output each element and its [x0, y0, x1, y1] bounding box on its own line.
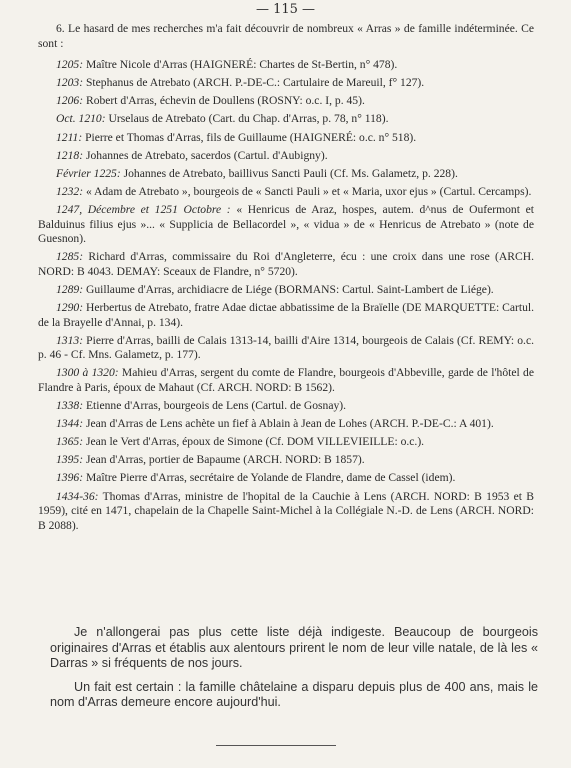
entry-text: Pierre et Thomas d'Arras, fils de Guillaume (HAIGNERÉ: o.c. n° 518).: [82, 130, 417, 144]
entry-date: 1218:: [56, 148, 84, 162]
entry-text: Herbertus de Atrebato, fratre Adae dictae abbatissime de la Braïelle (DE MARQUETTE: Cartul. de la Brayelle d'Annai, p. 134).: [38, 301, 534, 329]
entry-text: Johannes de Atrebato, sacerdos (Cartul. d'Aubigny).: [83, 148, 328, 162]
entry-text: Mahieu d'Arras, sergent du comte de Flandre, bourgeois d'Abbeville, garde de l'hôtel de Flandre à Paris, époux de Mahaut (Cf. ARCH. NORD: B 1562).: [38, 366, 534, 394]
body-paragraph: Un fait est certain : la famille châtelaine a disparu depuis plus de 400 ans, mais le nom d'Arras demeure encore aujourd'hui.: [50, 679, 538, 710]
entry-text: Etienne d'Arras, bourgeois de Lens (Cartul. de Gosnay).: [83, 399, 347, 413]
entry-text: Richard d'Arras, commissaire du Roi d'Angleterre, écu : une croix dans une rose (ARCH. NORD: B 4043. DEMAY: Sceaux de Flandre, n° 5720).: [38, 250, 534, 278]
entry-date: 1344:: [56, 417, 84, 431]
entry-item: [38, 435, 534, 450]
entry-item: [38, 203, 534, 247]
entry-item: [38, 490, 534, 534]
entry-item: [38, 301, 534, 330]
end-rule: [216, 745, 336, 746]
entry-item: [38, 131, 534, 146]
entry-item: [38, 76, 534, 91]
entry-date: 1205:: [56, 58, 84, 72]
entry-item: [38, 453, 534, 468]
entry-text: Robert d'Arras, échevin de Doullens (ROSNY: o.c. I, p. 45).: [83, 94, 365, 108]
entry-date: 1203:: [56, 76, 84, 90]
entry-text: Maître Pierre d'Arras, secrétaire de Yolande de Flandre, dame de Cassel (idem).: [83, 471, 456, 485]
body-paragraph: Je n'allongerai pas plus cette liste déjà indigeste. Beaucoup de bourgeois originaires d'Arras et établis aux alentours prirent le nom de leur ville natale, de là les « Darras » si fréquents de nos jours.: [50, 625, 538, 671]
entry-item: [38, 399, 534, 414]
entry-text: Jean le Vert d'Arras, époux de Simone (Cf. DOM VILLEVIEILLE: o.c.).: [83, 435, 425, 449]
entry-item: [38, 283, 534, 298]
entry-item: [38, 334, 534, 363]
entry-text: Jean d'Arras, portier de Bapaume (ARCH. NORD: B 1857).: [83, 453, 365, 467]
notes-intro: 6. Le hasard de mes recherches m'a fait découvrir de nombreux « Arras » de famille indéterminée. Ce sont :: [38, 22, 534, 50]
entry-date: 1289:: [56, 282, 84, 296]
entry-date: 1300 à 1320:: [56, 366, 119, 380]
entry-date: 1290:: [56, 301, 84, 314]
entry-date: 1395:: [56, 453, 84, 467]
entry-date: 1434-36:: [56, 489, 99, 503]
entry-item: [38, 167, 534, 182]
entry-item: [38, 94, 534, 109]
entry-date: 1211:: [56, 130, 83, 144]
entry-date: 1247, Décembre et 1251 Octobre :: [56, 202, 231, 216]
entry-text: Guillaume d'Arras, archidiacre de Liége (BORMANS: Cartul. Saint-Lambert de Liége).: [83, 282, 494, 296]
entry-list: [38, 58, 534, 533]
entry-text: Thomas d'Arras, ministre de l'hopital de la Cauchie à Lens (ARCH. NORD: B 1953 et B 1959), cité en 1471, chapelain de la Chapelle Saint-Michel à la Collégiale N.-D. de Lens (ARCH. NORD: B 2088).: [38, 489, 534, 532]
entry-text: Maître Nicole d'Arras (HAIGNERÉ: Chartes de St-Bertin, n° 478).: [83, 58, 398, 72]
entry-date: 1206:: [56, 94, 84, 108]
entry-date: 1396:: [56, 471, 84, 485]
entry-text: Jean d'Arras de Lens achète un fief à Ablain à Jean de Lohes (ARCH. P.-DE-C.: A 401).: [83, 417, 494, 431]
entry-date: 1285:: [56, 250, 84, 264]
main-text: [50, 625, 538, 719]
entry-item: [38, 185, 534, 200]
entry-date: Février 1225:: [56, 166, 121, 180]
entry-date: 1338:: [56, 399, 84, 413]
entry-item: [38, 58, 534, 73]
entry-item: [38, 112, 534, 127]
entry-text: Urselaus de Atrebato (Cart. du Chap. d'Arras, p. 78, n° 118).: [105, 112, 389, 126]
entry-date: 1313:: [56, 333, 84, 347]
entry-date: 1232:: [56, 184, 84, 198]
genealogy-notes: [38, 22, 534, 537]
entry-item: [38, 366, 534, 395]
entry-text: « Henricus de Araz, hospes, autem. d^nus de Oufermont et Balduinus filius ejus »... « Supplicia de Bellacordel », « vidua » de « Henricus de Atrebato » (note de Guesnon).: [38, 202, 534, 246]
entry-item: [38, 417, 534, 432]
entry-text: Johannes de Atrebato, baillivus Sancti Pauli (Cf. Ms. Galametz, p. 228).: [120, 166, 458, 180]
entry-item: [38, 149, 534, 164]
entry-text: Pierre d'Arras, bailli de Calais 1313-14, bailli d'Aire 1314, bourgeois de Calais (Cf. REMY: o.c. p. 46 - Cf. Mns. Galametz, p. 177).: [38, 333, 534, 362]
entry-item: [38, 250, 534, 279]
entry-text: Stephanus de Atrebato (ARCH. P.-DE-C.: Cartulaire de Mareuil, f° 127).: [83, 76, 425, 90]
entry-item: [38, 471, 534, 486]
page-number: — 115 —: [255, 2, 316, 17]
entry-date: Oct. 1210:: [56, 112, 106, 126]
entry-date: 1365:: [56, 435, 84, 449]
entry-text: « Adam de Atrebato », bourgeois de « Sancti Pauli » et « Maria, uxor ejus » (Cartul. Cercamps).: [83, 184, 532, 198]
